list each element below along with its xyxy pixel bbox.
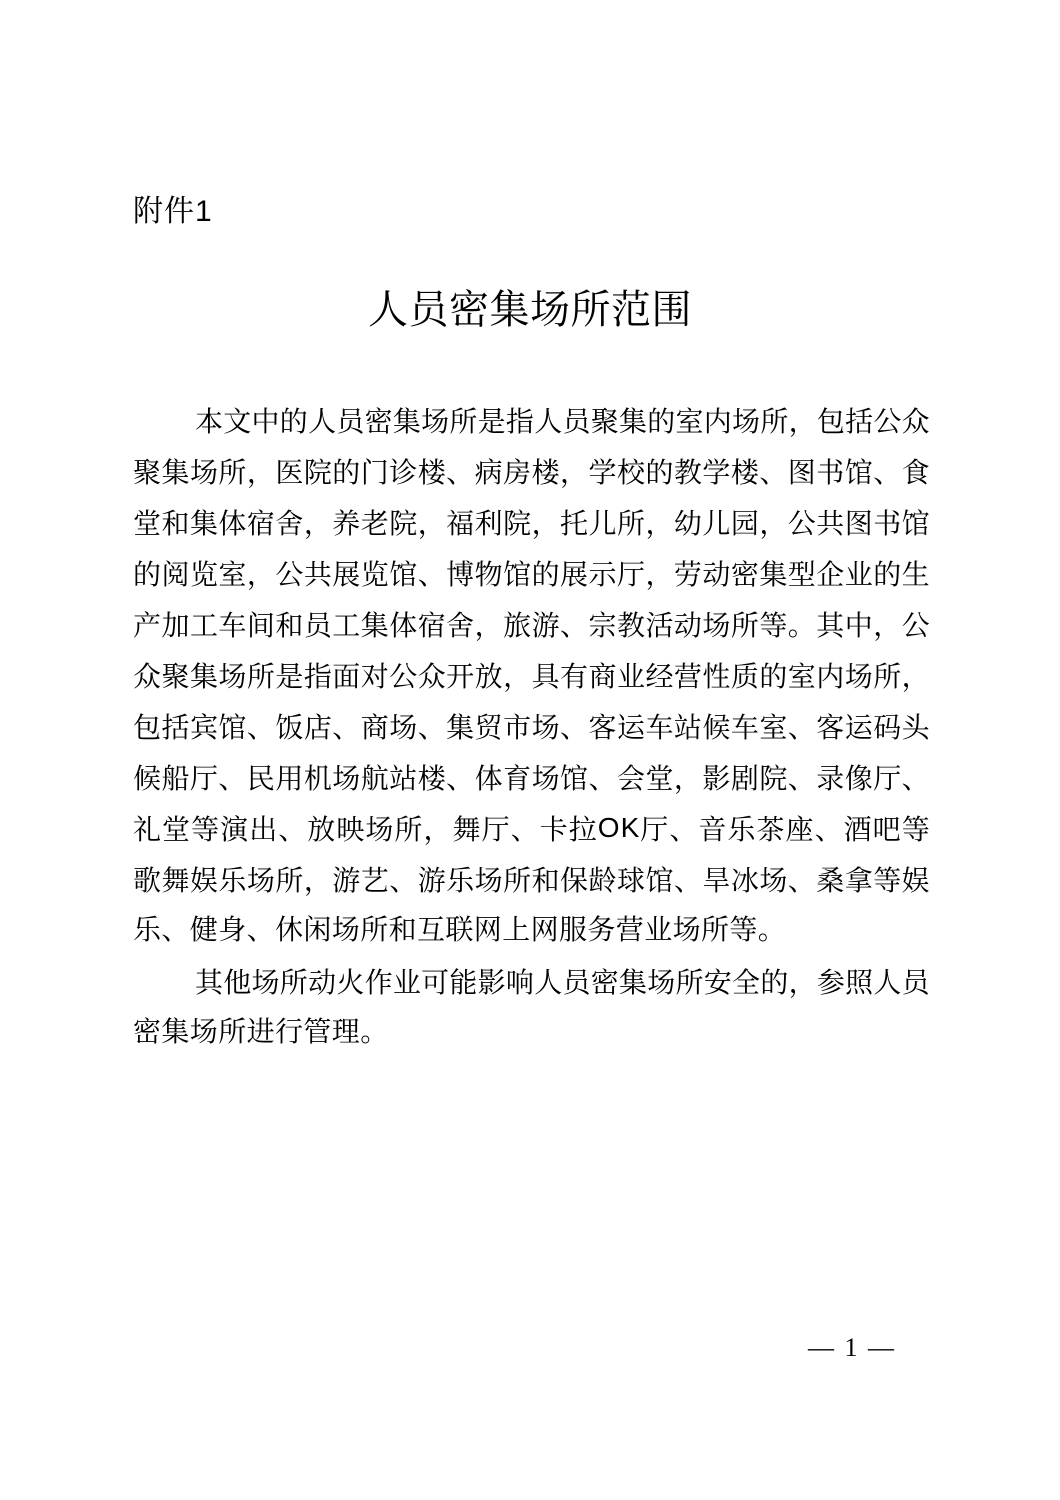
page-number: — 1 —: [808, 1333, 896, 1362]
text-line: 候 船 厅 、 民 用 机 场 航 站 楼 、 体 育 场 馆 、 会 堂 ， 影 剧 院 、 录 像 厅 、: [133, 762, 930, 794]
text-line: 其 他 场 所 动 火 作 业 可 能 影 响 人 员 密 集 场 所 安 全 的 ， 参 照 人 员: [195, 966, 930, 998]
paragraph: [133, 955, 930, 1057]
text-line: 本 文 中 的 人 员 密 集 场 所 是 指 人 员 聚 集 的 室 内 场 所 ， 包 括 公 众: [195, 405, 930, 437]
text-line: 的 阅 览 室 ， 公 共 展 览 馆 、 博 物 馆 的 展 示 厅 ， 劳 动 密 集 型 企 业 的 生: [133, 558, 930, 590]
text-line: 包 括 宾 馆 、 饭 店 、 商 场 、 集 贸 市 场 、 客 运 车 站 候 车 室 、 客 运 码 头: [133, 711, 930, 743]
text-line: 密集场所进行管理。: [133, 1016, 389, 1047]
attachment-label: 附件1: [133, 195, 213, 228]
text-line: 产 加 工 车 间 和 员 工 集 体 宿 舍 ， 旅 游 、 宗 教 活 动 场 所 等 。 其 中 ， 公: [133, 609, 930, 641]
text-line: 乐、健身、休闲场所和互联网上网服务营业场所等。: [133, 914, 787, 945]
text-line: 歌 舞 娱 乐 场 所 ， 游 艺 、 游 乐 场 所 和 保 龄 球 馆 、 旱 冰 场 、 桑 拿 等 娱: [133, 864, 930, 896]
document-body: [133, 394, 930, 1057]
text-line: 聚 集 场 所 ， 医 院 的 门 诊 楼 、 病 房 楼 ， 学 校 的 教 学 楼 、 图 书 馆 、 食: [133, 456, 930, 488]
paragraph: [133, 394, 930, 955]
text-line: 众 聚 集 场 所 是 指 面 对 公 众 开 放 ， 具 有 商 业 经 营 性 质 的 室 内 场 所 ，: [133, 660, 930, 692]
text-line: 礼 堂 等 演 出 、 放 映 场 所 ， 舞 厅 、 卡 拉 O K 厅 、 音 乐 茶 座 、 酒 吧 等: [133, 811, 930, 845]
text-line: 堂 和 集 体 宿 舍 ， 养 老 院 ， 福 利 院 ， 托 儿 所 ， 幼 儿 园 ， 公 共 图 书 馆: [133, 507, 930, 539]
page-title: 人员密集场所范围: [368, 288, 692, 332]
